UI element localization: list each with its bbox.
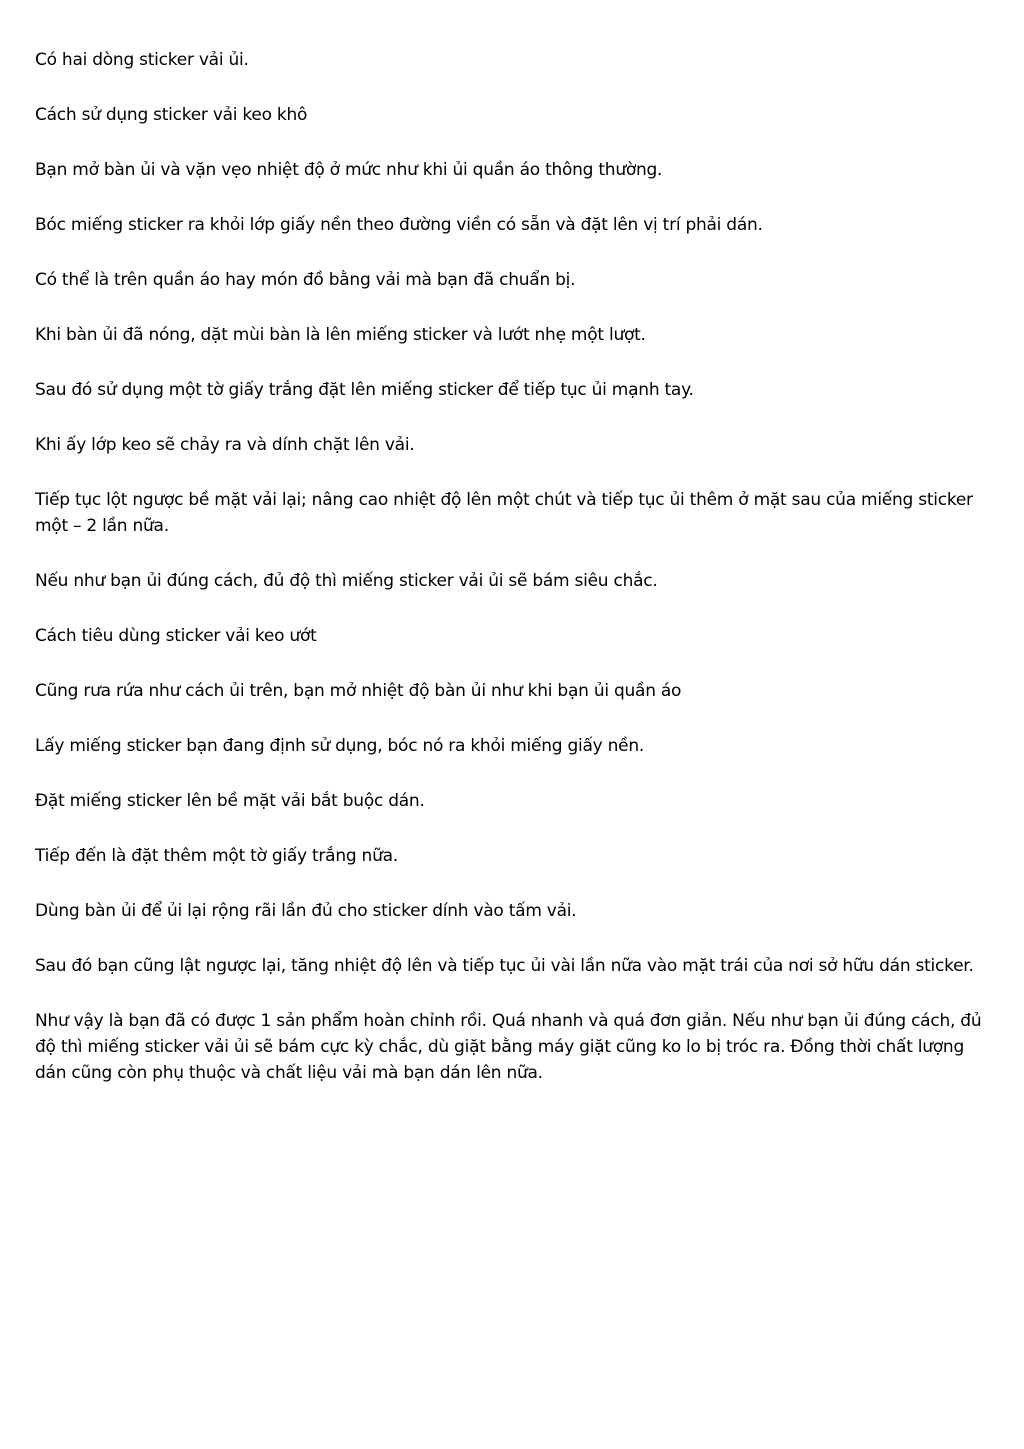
paragraph-18: Như vậy là bạn đã có được 1 sản phẩm hoàn chỉnh rồi. Quá nhanh và quá đơn giản. Nếu như bạn ủi đúng cách, đủ độ thì miếng sticker vải ủi sẽ bám cực kỳ chắc, dù giặt bằng máy giặt cũng ko lo bị tróc ra. Đồng thời chất lượng dán cũng còn phụ thuộc và chất liệu vải mà bạn dán lên nữa. bbox=[35, 1011, 982, 1083]
paragraph-13: Lấy miếng sticker bạn đang định sử dụng, bóc nó ra khỏi miếng giấy nền. bbox=[35, 736, 645, 756]
paragraph-12: Cũng rưa rứa như cách ủi trên, bạn mở nhiệt độ bàn ủi như khi bạn ủi quần áo bbox=[35, 681, 682, 701]
paragraph-15: Tiếp đến là đặt thêm một tờ giấy trắng nữa. bbox=[35, 846, 398, 866]
paragraph-6: Khi bàn ủi đã nóng, dặt mùi bàn là lên miếng sticker và lướt nhẹ một lượt. bbox=[35, 325, 646, 345]
paragraph-1: Có hai dòng sticker vải ủi. bbox=[35, 50, 249, 70]
paragraph-10: Nếu như bạn ủi đúng cách, đủ độ thì miếng sticker vải ủi sẽ bám siêu chắc. bbox=[35, 571, 658, 591]
paragraph-16: Dùng bàn ủi để ủi lại rộng rãi lần đủ cho sticker dính vào tấm vải. bbox=[35, 901, 577, 921]
paragraph-14: Đặt miếng sticker lên bề mặt vải bắt buộc dán. bbox=[35, 791, 425, 811]
paragraph-2: Cách sử dụng sticker vải keo khô bbox=[35, 105, 308, 125]
paragraph-5: Có thể là trên quần áo hay món đồ bằng vải mà bạn đã chuẩn bị. bbox=[35, 270, 576, 290]
paragraph-9: Tiếp tục lột ngược bề mặt vải lại; nâng cao nhiệt độ lên một chút và tiếp tục ủi thêm ở mặt sau của miếng sticker một – 2 lần nữa. bbox=[35, 490, 973, 536]
paragraph-4: Bóc miếng sticker ra khỏi lớp giấy nền theo đường viền có sẵn và đặt lên vị trí phải dán. bbox=[35, 215, 763, 235]
document-body bbox=[35, 47, 985, 1115]
paragraph-8: Khi ấy lớp keo sẽ chảy ra và dính chặt lên vải. bbox=[35, 435, 415, 455]
paragraph-7: Sau đó sử dụng một tờ giấy trắng đặt lên miếng sticker để tiếp tục ủi mạnh tay. bbox=[35, 380, 694, 400]
paragraph-11: Cách tiêu dùng sticker vải keo ướt bbox=[35, 626, 317, 646]
paragraph-17: Sau đó bạn cũng lật ngược lại, tăng nhiệt độ lên và tiếp tục ủi vài lần nữa vào mặt trái của nơi sở hữu dán sticker. bbox=[35, 956, 974, 976]
paragraph-3: Bạn mở bàn ủi và vặn vẹo nhiệt độ ở mức như khi ủi quần áo thông thường. bbox=[35, 160, 663, 180]
